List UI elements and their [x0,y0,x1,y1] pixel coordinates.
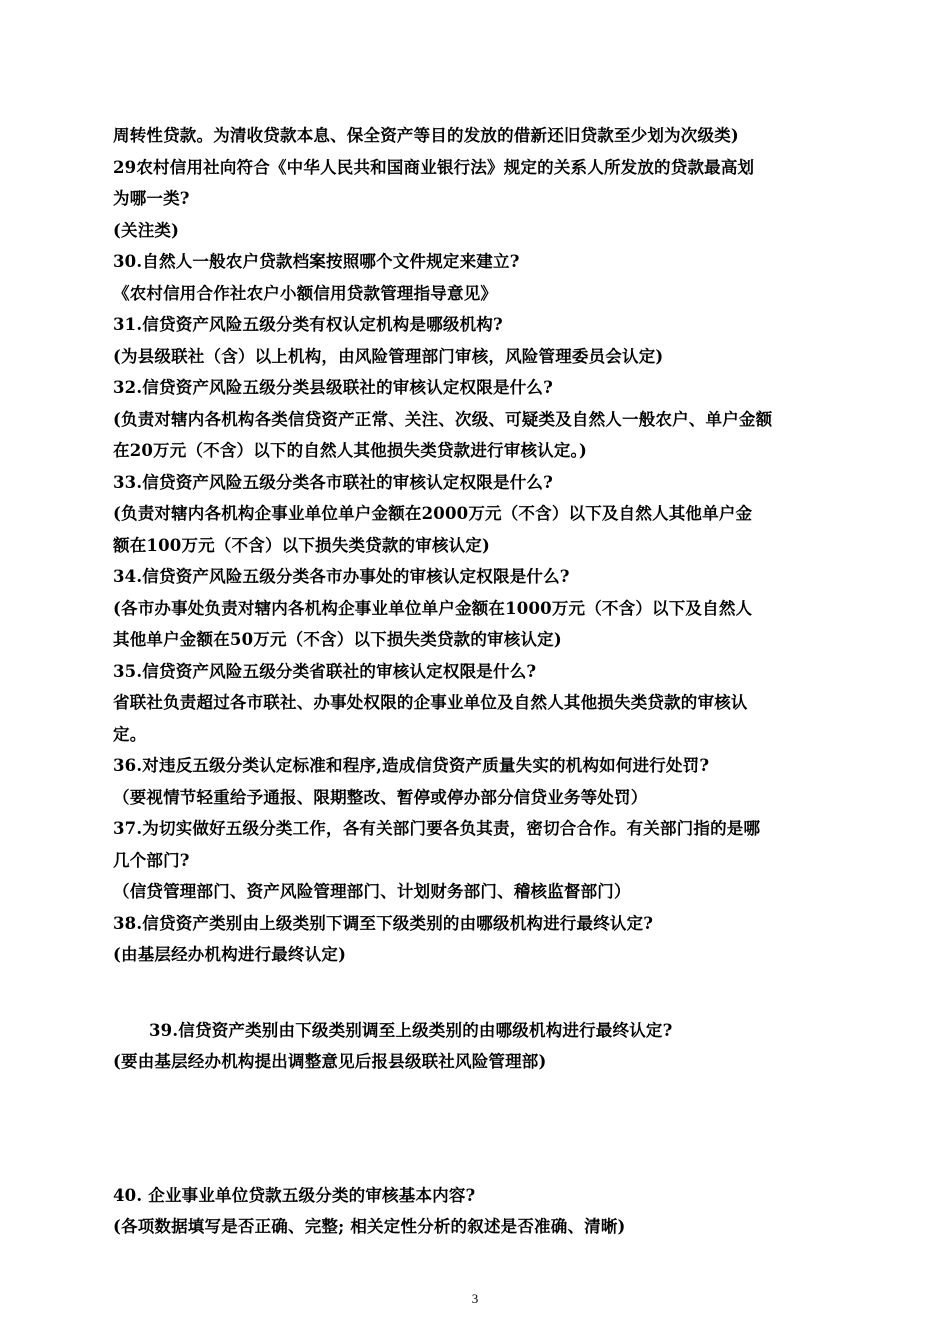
page-body [113,120,843,1243]
text-line: （要视情节轻重给予通报、限期整改、暂停或停办部分信贷业务等处罚） [113,787,648,807]
page-number: 3 [471,1291,479,1306]
text-line: 31.信贷资产风险五级分类有权认定机构是哪级机构? [113,315,503,334]
text-line: 33.信贷资产风险五级分类各市联社的审核认定权限是什么? [113,472,553,492]
text-line: (各市办事处负责对辖内各机构企事业单位单户金额在1000万元（不含）以下及自然人 [113,598,753,618]
text-line: 在20万元（不含）以下的自然人其他损失类贷款进行审核认定。) [113,441,588,460]
question-39: 39.信贷资产类别由下级类别调至上级类别的由哪级机构进行最终认定? [149,1020,673,1040]
text-line: 32.信贷资产风险五级分类县级联社的审核认定权限是什么? [113,378,553,397]
text-line: 36.对违反五级分类认定标准和程序,造成信贷资产质量失实的机构如何进行处罚? [113,756,710,775]
answer-40: (各项数据填写是否正确、完整; 相关定性分析的叙述是否准确、清晰) [113,1217,626,1236]
text-line: (为县级联社（含）以上机构，由风险管理部门审核，风险管理委员会认定) [113,346,664,366]
spacer [113,1078,843,1180]
text-line: (由基层经办机构进行最终认定) [113,945,347,964]
text-line: 几个部门? [113,850,190,870]
question-40: 40. 企业事业单位贷款五级分类的审核基本内容? [113,1185,476,1205]
text-line: 35.信贷资产风险五级分类省联社的审核认定权限是什么? [113,661,537,681]
text-line: 周转性贷款。为清收贷款本息、保全资产等目的发放的借新还旧贷款至少划为次级类) [113,126,739,145]
text-line: 30.自然人一般农户贷款档案按照哪个文件规定来建立? [113,252,520,271]
text-line: 34.信贷资产风险五级分类各市办事处的审核认定权限是什么? [113,567,570,586]
text-line: 定。 [113,724,147,744]
text-line: 《农村信用合作社农户小额信用贷款管理指导意见》 [113,283,498,303]
text-line: 38.信贷资产类别由上级类别下调至下级类别的由哪级机构进行最终认定? [113,913,654,933]
text-line: (负责对辖内各机构企事业单位单户金额在2000万元（不含）以下及自然人其他单户金 [113,504,753,523]
text-line: (负责对辖内各机构各类信贷资产正常、关注、次级、可疑类及自然人一般农户、单户金额 [113,409,773,429]
text-line: 37.为切实做好五级分类工作，各有关部门要各负其责，密切合合作。有关部门指的是哪 [113,819,761,838]
qa-block [113,120,843,971]
text-line: 额在100万元（不含）以下损失类贷款的审核认定) [113,535,491,555]
text-line: （信贷管理部门、资产风险管理部门、计划财务部门、稽核监督部门） [113,882,631,901]
text-line: 29农村信用社向符合《中华人民共和国商业银行法》规定的关系人所发放的贷款最高划 [113,157,755,177]
text-line: 其他单户金额在50万元（不含）以下损失类贷款的审核认定) [113,630,562,649]
text-line: (关注类) [113,220,180,240]
answer-39: (要由基层经办机构提出调整意见后报县级联社风险管理部) [113,1052,547,1071]
text-line: 为哪一类? [113,189,190,208]
text-line: 省联社负责超过各市联社、办事处权限的企事业单位及自然人其他损失类贷款的审核认 [113,693,748,712]
spacer [113,971,843,1015]
